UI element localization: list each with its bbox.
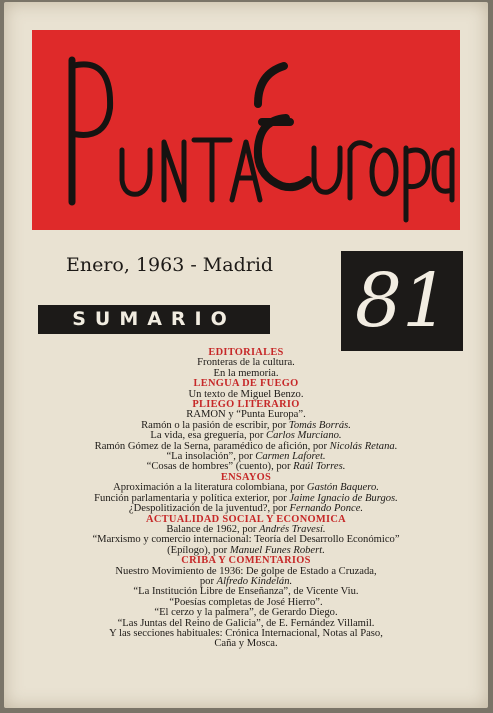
toc-entry: “Poesías completas de José Hierro”. (169, 596, 323, 608)
author-name: Jaime Ignacio de Burgos. (289, 492, 398, 504)
toc-entry: Ramón o la pasión de escribir, por Tomás Borrás. (141, 419, 351, 431)
issue-date: Enero, 1963 - Madrid (66, 254, 274, 276)
toc-entry: “Marxismo y comercio internacional: Teoría del Desarrollo Económico” (92, 534, 400, 546)
toc-entry: Balance de 1962, por Andrés Travesí. (166, 523, 326, 535)
author-name: Tomás Borrás. (288, 419, 351, 431)
toc-entry: “Las Juntas del Reino de Galicia”, de E. Fernández Villamil. (117, 617, 375, 629)
table-of-contents (36, 348, 456, 650)
toc-entry: “Cosas de hombres” (cuento), por Raúl Torres. (146, 461, 346, 473)
toc-entry: La vida, esa greguería, por Carlos Murciano. (150, 430, 342, 442)
toc-entry: por Alfredo Kindelán. (199, 575, 293, 587)
author-name: Fernando Ponce. (289, 503, 364, 515)
author-name: Gastón Baquero. (306, 482, 379, 494)
section-heading: EDITORIALES (208, 347, 284, 358)
toc-entry: (Epílogo), por Manuel Funes Robert. (167, 544, 325, 556)
section-heading: PLIEGO LITERARIO (192, 399, 300, 411)
toc-entry: “La insolación”, por Carmen Laforet. (166, 451, 326, 463)
author-name: Alfredo Kindelán. (216, 575, 293, 587)
toc-entry: En la memoria. (213, 367, 279, 379)
toc-entry: “La Institución Libre de Enseñanza”, de Vicente Viu. (133, 586, 359, 598)
sumario-label: SUMARIO (72, 308, 236, 330)
author-name: Manuel Funes Robert. (229, 544, 325, 556)
toc-entry: Ramón Gómez de la Serna, paramédico de afición, por Nicolás Retana. (94, 440, 398, 452)
issue-number: 81 (354, 258, 450, 344)
toc-entry: Y las secciones habituales: Crónica Internacional, Notas al Paso, (109, 627, 383, 639)
section-heading: CRIBA Y COMENTARIOS (181, 555, 311, 567)
section-heading: LENGUA DE FUEGO (193, 378, 299, 390)
author-name: Nicolás Retana. (329, 440, 398, 452)
toc-entry: “El cerzo y la palmera”, de Gerardo Diego. (154, 607, 338, 619)
section-heading: ENSAYOS (220, 471, 272, 483)
section-heading: ACTUALIDAD SOCIAL Y ECONOMICA (146, 513, 346, 525)
toc-entry: RAMON y “Punta Europa”. (186, 409, 306, 421)
author-name: Carlos Murciano. (266, 430, 342, 442)
toc-entry: Caña y Mosca. (214, 638, 278, 650)
author-name: Andrés Travesí. (259, 523, 326, 535)
toc-entry: Nuestro Movimiento de 1936: De golpe de Estado a Cruzada, (115, 565, 377, 577)
toc-entry: Un texto de Miguel Benzo. (188, 388, 304, 400)
author-name: Carmen Laforet. (255, 451, 326, 463)
author-name: Raúl Torres. (293, 461, 346, 473)
toc-entry: ¿Despolitización de la juventud?, por Fernando Ponce. (128, 503, 364, 515)
toc-entry: Función parlamentaria y política exterior, por Jaime Ignacio de Burgos. (94, 492, 398, 504)
toc-entry: Fronteras de la cultura. (197, 357, 295, 369)
toc-entry: Aproximación a la literatura colombiana, por Gastón Baquero. (113, 482, 379, 494)
magazine-title-logo (32, 30, 460, 230)
